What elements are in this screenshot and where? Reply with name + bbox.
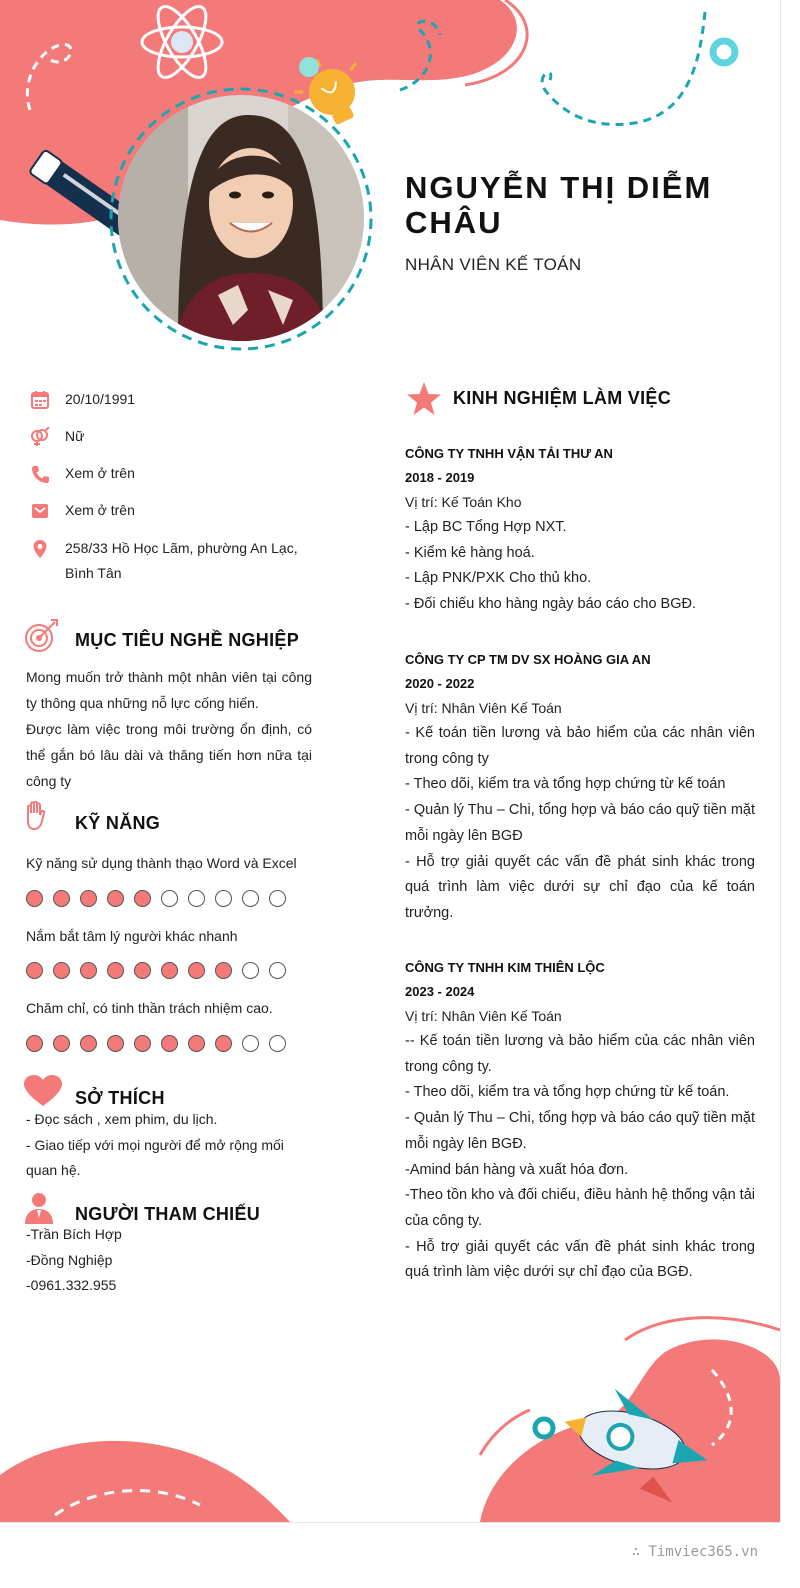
heart-icon: [24, 1075, 62, 1107]
calendar-icon: [30, 390, 50, 410]
rating-dot-filled: [161, 962, 178, 979]
job-company: CÔNG TY TNHH VẬN TẢI THƯ AN: [405, 446, 613, 461]
contact-birthdate: [30, 390, 305, 412]
rating-dot-filled: [26, 1035, 43, 1052]
hobby-item: - Đọc sách , xem phim, du lịch.: [26, 1111, 218, 1127]
job-position: Vị trí: Kế Toán Kho: [405, 494, 522, 510]
job-company: CÔNG TY CP TM DV SX HOÀNG GIA AN: [405, 652, 651, 667]
gender-icon: [30, 427, 50, 447]
rating-dot-filled: [53, 1035, 70, 1052]
rating-dot-empty: [242, 962, 259, 979]
objective-heading: MỤC TIÊU NGHỀ NGHIỆP: [75, 630, 300, 650]
email-icon: [30, 501, 50, 521]
contact-email: [30, 501, 305, 523]
target-icon: [24, 619, 60, 653]
job-duty: -- Kế toán tiền lương và bảo hiểm của các nhân viên trong công ty.: [405, 1033, 755, 1075]
objective-text: [26, 664, 312, 794]
skill-name: Nắm bắt tâm lý người khác nhanh: [26, 928, 238, 944]
job-entry: [405, 956, 755, 1286]
contact-text: Nữ: [65, 428, 85, 444]
rating-dot-filled: [53, 890, 70, 907]
hand-icon: [24, 801, 48, 833]
job-duty: - Đối chiếu kho hàng ngày báo cáo cho BGĐ.: [405, 596, 696, 613]
job-entry: [405, 648, 755, 927]
job-duty: - Quản lý Thu – Chi, tổng hợp và báo cáo quỹ tiền mặt mỗi ngày lên BGĐ: [405, 802, 755, 844]
profile-photo: [118, 95, 364, 341]
contact-text: 258/33 Hồ Học Lãm, phường An Lạc, Bình Tân: [65, 540, 298, 581]
skill-rating: [26, 1035, 296, 1052]
experience-heading: KINH NGHIỆM LÀM VIỆC: [453, 388, 672, 408]
rating-dot-filled: [161, 1035, 178, 1052]
rating-dot-empty: [269, 890, 286, 907]
contact-text: Xem ở trên: [65, 465, 135, 481]
references-heading: NGƯỜI THAM CHIẾU: [75, 1204, 261, 1224]
star-icon: [406, 382, 442, 416]
job-position: Vị trí: Nhân Viên Kế Toán: [405, 700, 562, 716]
contact-text: Xem ở trên: [65, 502, 135, 518]
skill-rating: [26, 890, 296, 907]
contact-phone: [30, 464, 305, 486]
job-period: 2020 - 2022: [405, 676, 475, 691]
job-duty: - Hỗ trợ giải quyết các vấn đề phát sinh khác trong quá trình làm việc dưới sự chỉ đạo của BGĐ.: [405, 1238, 755, 1281]
rating-dot-filled: [188, 1035, 205, 1052]
job-period: 2018 - 2019: [405, 470, 475, 485]
skill-rating: [26, 962, 296, 979]
reference-item: -Trần Bích Hợp: [26, 1226, 122, 1242]
rating-dot-filled: [107, 962, 124, 979]
job-duty: - Quản lý Thu – Chi, tổng hợp và báo cáo quỹ tiền mặt mỗi ngày lên BGĐ.: [405, 1110, 755, 1152]
rating-dot-filled: [215, 1035, 232, 1052]
rating-dot-filled: [188, 962, 205, 979]
job-company: CÔNG TY TNHH KIM THIÊN LỘC: [405, 960, 605, 975]
job-duty: - Lập BC Tổng Hợp NXT.: [405, 519, 567, 535]
reference-item: -0961.332.955: [26, 1277, 117, 1293]
contact-gender: [30, 427, 305, 449]
rating-dot-filled: [134, 962, 151, 979]
job-duty: - Hỗ trợ giải quyết các vấn đề phát sinh khác trong quá trình làm việc dưới sự chỉ đạo của kế toán trưởng.: [405, 853, 755, 921]
rating-dot-empty: [188, 890, 205, 907]
phone-icon: [30, 464, 50, 484]
person-icon: [24, 1192, 54, 1224]
job-duty: - Lập PNK/PXK Cho thủ kho.: [405, 570, 592, 587]
job-duty: -Theo tồn kho và đối chiếu, điều hành hệ thống vận tải của công ty.: [405, 1187, 755, 1229]
portrait-illustration: [118, 95, 364, 341]
job-entry: [405, 442, 755, 618]
rating-dot-filled: [107, 890, 124, 907]
objective-line: Được làm việc trong môi trường ổn định, có thể gắn bó lâu dài và thăng tiến hơn nữa tại công ty: [26, 721, 312, 789]
rating-dot-empty: [269, 962, 286, 979]
hobbies-list: [26, 1107, 316, 1184]
job-title: NHÂN VIÊN KẾ TOÁN: [405, 255, 582, 274]
candidate-name: NGUYỄN THỊ DIỄM CHÂU: [405, 170, 713, 240]
objective-line: Mong muốn trở thành một nhân viên tại công ty thông qua những nỗ lực cống hiến.: [26, 669, 312, 711]
rating-dot-filled: [53, 962, 70, 979]
rating-dot-filled: [134, 890, 151, 907]
job-position: Vị trí: Nhân Viên Kế Toán: [405, 1008, 562, 1024]
references-list: [26, 1222, 316, 1299]
rating-dot-empty: [242, 890, 259, 907]
job-duty: - Kế toán tiền lương và bảo hiểm của các nhân viên trong công ty: [405, 725, 755, 767]
job-duty: - Theo dõi, kiểm tra và tổng hợp chứng từ kế toán: [405, 776, 726, 793]
rating-dot-filled: [80, 890, 97, 907]
rating-dot-filled: [134, 1035, 151, 1052]
hobby-item: - Giao tiếp với mọi người để mở rộng mối quan hệ.: [26, 1136, 284, 1178]
contact-text: 20/10/1991: [65, 391, 136, 407]
rating-dot-empty: [161, 890, 178, 907]
rating-dot-empty: [215, 890, 232, 907]
rating-dot-filled: [80, 962, 97, 979]
location-icon: [30, 539, 50, 559]
watermark: ∴ Timviec365.vn: [631, 1544, 758, 1560]
skill-name: Kỹ năng sử dụng thành thạo Word và Excel: [26, 855, 297, 871]
contact-address: [30, 539, 305, 586]
reference-item: -Đồng Nghiệp: [26, 1251, 113, 1268]
skill-name: Chăm chỉ, có tinh thần trách nhiệm cao.: [26, 1000, 273, 1016]
job-duty: - Kiểm kê hàng hoá.: [405, 544, 535, 561]
skills-heading: KỸ NĂNG: [75, 813, 161, 833]
rating-dot-empty: [269, 1035, 286, 1052]
rating-dot-filled: [26, 890, 43, 907]
rating-dot-filled: [215, 962, 232, 979]
rating-dot-filled: [80, 1035, 97, 1052]
rating-dot-empty: [242, 1035, 259, 1052]
job-period: 2023 - 2024: [405, 984, 475, 999]
job-duty: - Theo dõi, kiểm tra và tổng hợp chứng từ kế toán.: [405, 1084, 730, 1101]
rating-dot-filled: [107, 1035, 124, 1052]
rating-dot-filled: [26, 962, 43, 979]
job-duty: -Amind bán hàng và xuất hóa đơn.: [405, 1161, 629, 1178]
hobbies-heading: SỞ THÍCH: [75, 1088, 165, 1108]
